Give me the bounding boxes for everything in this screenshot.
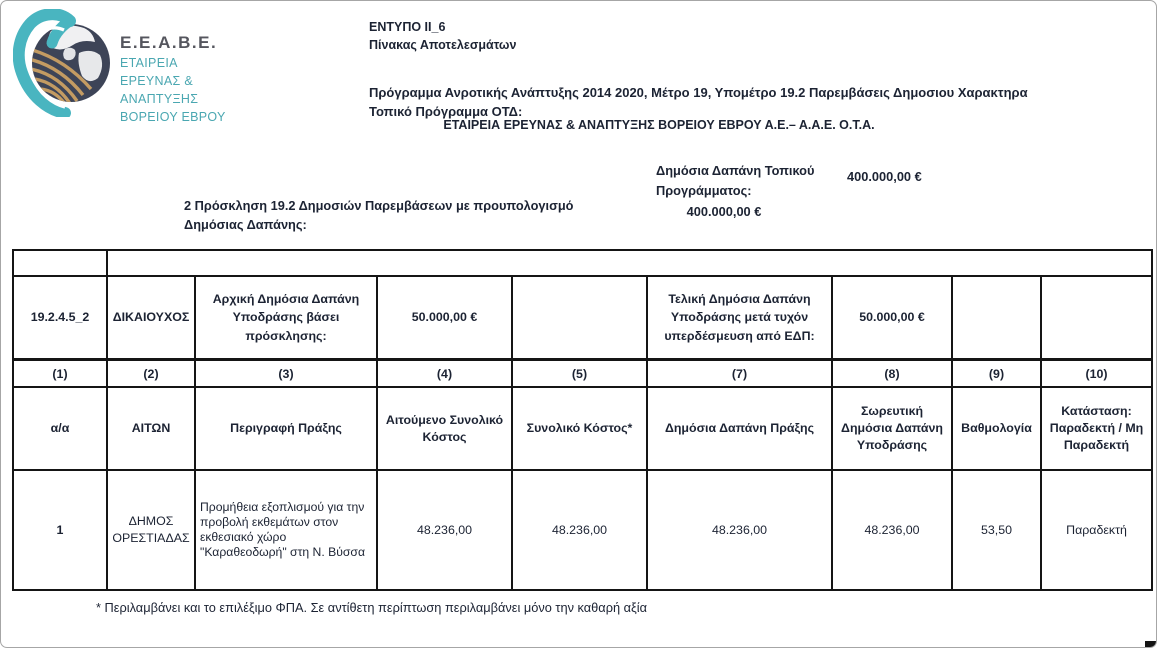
- empty-cell: [107, 250, 1152, 276]
- col-header-description: Περιγραφή Πράξης: [195, 387, 377, 470]
- organization-logo: [13, 9, 226, 125]
- otd-name: ΕΤΑΙΡΕΙΑ ΕΡΕΥΝΑΣ & ΑΝΑΠΤΥΞΗΣ ΒΟΡΕΙΟΥ ΕΒΡΟΥ Α.Ε.– Α.Α.Ε. Ο.Τ.Α.: [443, 118, 875, 132]
- col-number: (1): [13, 360, 107, 388]
- logo-acronym: Ε.Ε.Α.Β.Ε.: [120, 33, 218, 52]
- logo-subline-1: ΕΤΑΙΡΕΙΑ: [120, 56, 178, 70]
- col-number: (10): [1041, 360, 1152, 388]
- initial-budget-value: 50.000,00 €: [377, 276, 512, 360]
- logo-subline-4: ΒΟΡΕΙΟΥ ΕΒΡΟΥ: [120, 110, 226, 124]
- col-number: (5): [512, 360, 647, 388]
- cell-requested-cost: 48.236,00: [377, 470, 512, 590]
- col-header-score: Βαθμολογία: [952, 387, 1041, 470]
- logo-text: [120, 9, 226, 125]
- cell-cumulative-expense: 48.236,00: [832, 470, 952, 590]
- beneficiary-label: ΔΙΚΑΙΟΥΧΟΣ: [107, 276, 195, 360]
- globe-icon: [13, 9, 113, 117]
- cell-total-cost: 48.236,00: [512, 470, 647, 590]
- table-row: [13, 470, 1152, 590]
- local-program-budget-value: 400.000,00 €: [847, 169, 922, 184]
- empty-cell: [512, 276, 647, 360]
- initial-budget-label: Αρχική Δημόσια Δαπάνη Υποδράσης βάσει πρόσκλησης:: [195, 276, 377, 360]
- program-line-2: Τοπικό Πρόγραμμα ΟΤΔ:: [369, 104, 523, 119]
- final-budget-value: 50.000,00 €: [832, 276, 952, 360]
- col-header-requested-cost: Αιτούμενο Συνολικό Κόστος: [377, 387, 512, 470]
- col-number: (8): [832, 360, 952, 388]
- table-row-column-numbers: [13, 360, 1152, 388]
- page-corner-mark: [1145, 641, 1156, 647]
- col-number: (9): [952, 360, 1041, 388]
- col-header-aa: α/α: [13, 387, 107, 470]
- vat-footnote: * Περιλαμβάνει και το επιλέξιμο ΦΠΑ. Σε αντίθετη περίπτωση περιλαμβάνει μόνο την καθαρή αξία: [96, 600, 648, 615]
- logo-subline-3: ΑΝΑΠΤΥΞΗΣ: [120, 92, 199, 106]
- col-number: (7): [647, 360, 832, 388]
- subaction-code: 19.2.4.5_2: [13, 276, 107, 360]
- cell-aa: 1: [13, 470, 107, 590]
- empty-cell: [952, 276, 1041, 360]
- empty-cell: [1041, 276, 1152, 360]
- table-row-empty: [13, 250, 1152, 276]
- form-code: ΕΝΤΥΠΟ ΙΙ_6: [369, 20, 446, 34]
- col-number: (2): [107, 360, 195, 388]
- program-line-1: Πρόγραμμα Ανροτικής Ανάπτυξης 2014 2020, Μέτρο 19, Υπομέτρο 19.2 Παρεμβάσεις Δημοσιου Χαρακτηρα: [369, 85, 1028, 100]
- empty-cell: [13, 250, 107, 276]
- cell-score: 53,50: [952, 470, 1041, 590]
- cell-status: Παραδεκτή: [1041, 470, 1152, 590]
- col-header-status: Κατάσταση: Παραδεκτή / Μη Παραδεκτή: [1041, 387, 1152, 470]
- call-budget-value: 400.000,00 €: [686, 204, 762, 219]
- col-number: (4): [377, 360, 512, 388]
- cell-applicant: ΔΗΜΟΣ ΟΡΕΣΤΙΑΔΑΣ: [107, 470, 195, 590]
- table-row-column-headers: [13, 387, 1152, 470]
- results-table: [12, 249, 1153, 591]
- final-budget-label: Τελική Δημόσια Δαπάνη Υποδράσης μετά τυχόν υπερδέσμευση από ΕΔΠ:: [647, 276, 832, 360]
- col-header-total-cost: Συνολικό Κόστος*: [512, 387, 647, 470]
- local-program-budget-label: Δημόσια Δαπάνη Τοπικού Προγράμματος:: [656, 163, 815, 198]
- col-header-applicant: ΑΙΤΩΝ: [107, 387, 195, 470]
- col-number: (3): [195, 360, 377, 388]
- cell-description: Προμήθεια εξοπλισμού για την προβολή εκθεμάτων στον εκθεσιακό χώρο "Καραθεοδωρή" στη Ν. Βύσσα: [195, 470, 377, 590]
- form-title: Πίνακας Αποτελεσμάτων: [369, 38, 517, 52]
- logo-subline-2: ΕΡΕΥΝΑΣ &: [120, 74, 193, 88]
- call-budget-label: 2 Πρόσκληση 19.2 Δημοσιών Παρεμβάσεων με προυπολογισμό Δημόσιας Δαπάνης:: [184, 198, 574, 232]
- cell-public-expense: 48.236,00: [647, 470, 832, 590]
- col-header-public-expense: Δημόσια Δαπάνη Πράξης: [647, 387, 832, 470]
- table-row-subaction-info: [13, 276, 1152, 360]
- col-header-cumulative-expense: Σωρευτική Δημόσια Δαπάνη Υποδράσης: [832, 387, 952, 470]
